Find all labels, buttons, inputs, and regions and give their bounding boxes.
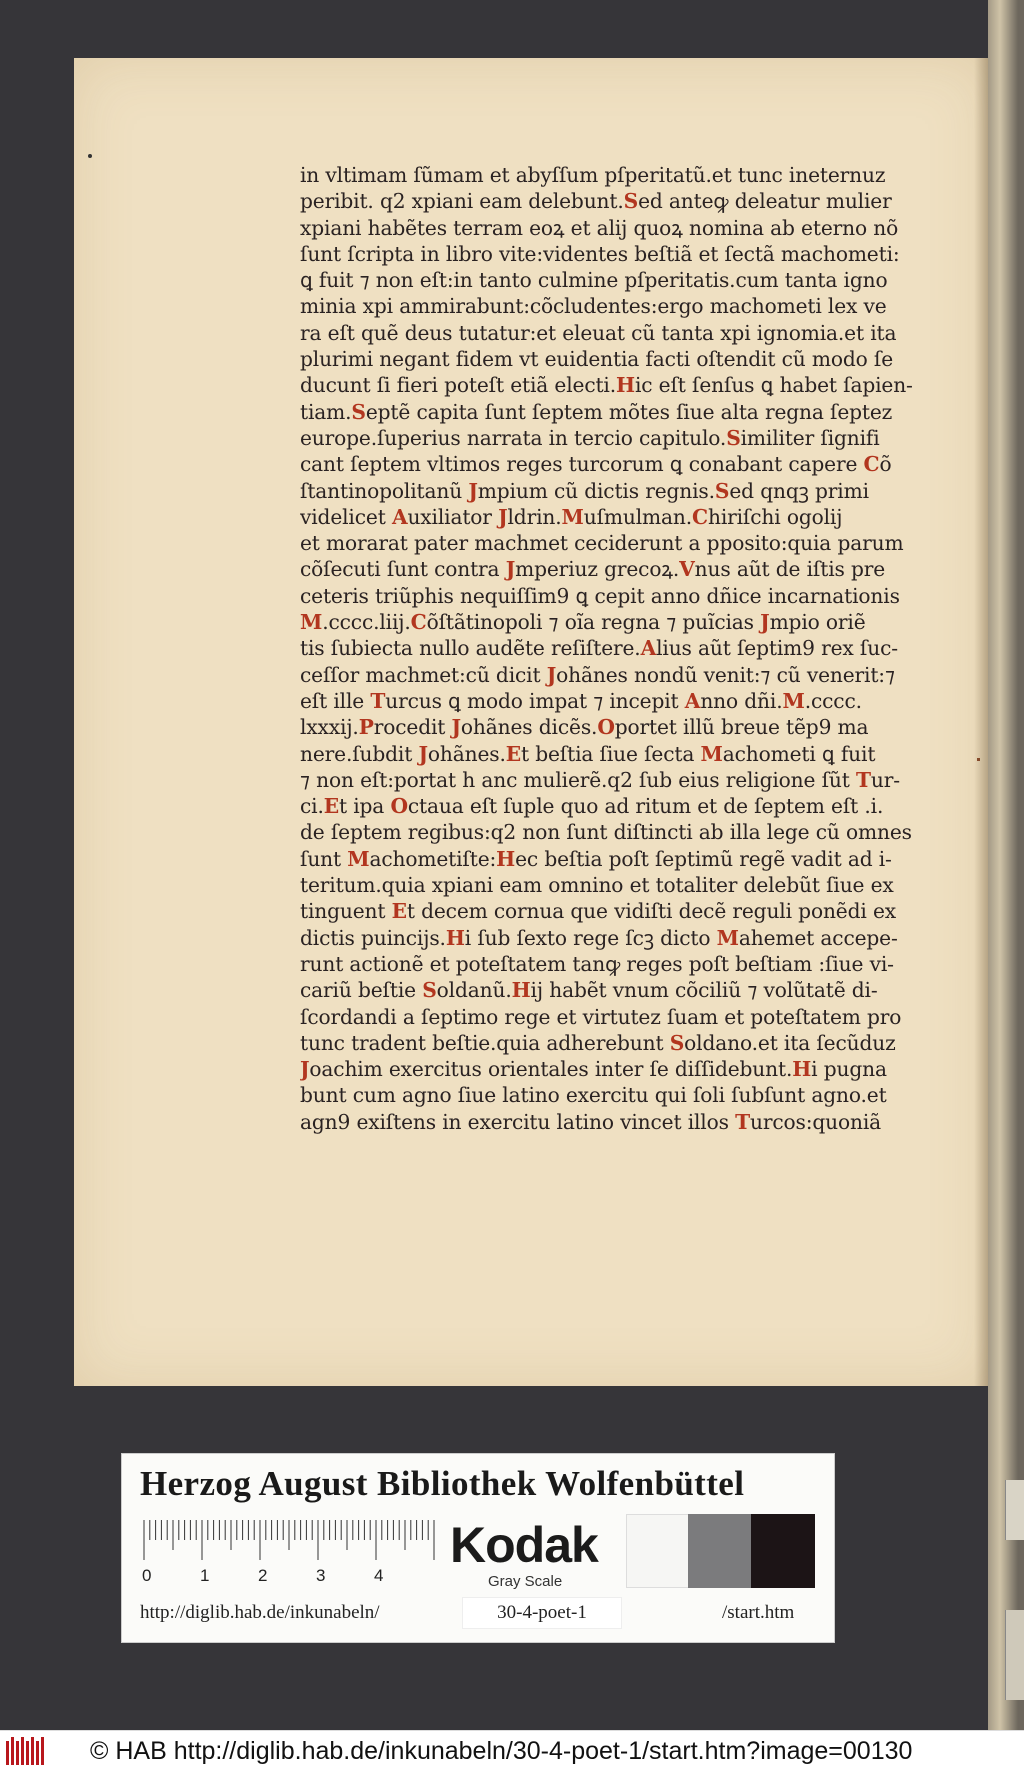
text-segment: tinguent: [300, 899, 392, 924]
text-segment: mpium cũ dictis regnis.: [477, 478, 715, 503]
rubricated-initial: H: [496, 846, 516, 871]
rubricated-initial: M: [347, 846, 370, 871]
text-segment: eſt ille: [300, 688, 371, 713]
text-line: [300, 1109, 926, 1135]
text-segment: rocedit: [373, 715, 452, 740]
rubricated-initial: E: [391, 899, 407, 924]
white-swatch: [626, 1514, 691, 1588]
rubricated-initial: E: [323, 794, 339, 819]
color-calibration-card: [121, 1453, 835, 1643]
text-segment: ur-: [870, 767, 900, 792]
text-segment: plurimi negant fidem vt euidentia facti oſtendit cũ modo ſe: [300, 347, 894, 372]
text-line: [300, 898, 926, 924]
manuscript-page: [74, 58, 988, 1386]
rubricated-initial: V: [679, 557, 695, 582]
text-line: [300, 215, 926, 241]
text-line: [300, 425, 926, 451]
text-segment: i ſub ſexto rege ſcꝫ dicto: [464, 925, 717, 950]
kodak-logo: Kodak: [450, 1517, 598, 1573]
text-segment: ſunt: [300, 846, 348, 871]
rubricated-initial: S: [714, 478, 730, 503]
text-segment: europe.ſuperius narrata in tercio capitulo.: [300, 425, 727, 450]
text-line: [300, 451, 926, 477]
text-line: [300, 951, 926, 977]
page-mark: [977, 758, 980, 761]
rubricated-initial: S: [351, 399, 366, 424]
text-line: [300, 793, 926, 819]
text-segment: tis ſubiecta nullo audẽte reſiſtere.: [300, 636, 641, 661]
rubricated-initial: J: [418, 741, 428, 766]
rubricated-initial: C: [410, 610, 427, 635]
text-segment: ij habẽt vnum cõciliũ ⁊ volũtatẽ di-: [530, 978, 878, 1003]
rubricated-initial: H: [445, 925, 465, 950]
text-line: [300, 372, 926, 398]
text-segment: ohãnes.: [427, 741, 506, 766]
text-segment: lxxxij.: [300, 715, 359, 740]
text-line: [300, 846, 926, 872]
ruler-ticks: [142, 1520, 438, 1566]
card-url-base: http://diglib.hab.de/inkunabeln/: [140, 1602, 380, 1623]
page-mark: [88, 154, 92, 158]
rubricated-initial: A: [640, 636, 657, 661]
text-segment: de ſeptem regibus:q2 non ſunt diſtincti ab illa lege cũ omnes: [300, 820, 912, 845]
text-line: [300, 1082, 926, 1108]
text-segment: uſmulman.: [583, 504, 693, 529]
text-line: [300, 741, 926, 767]
card-shelfmark: 30-4-poet-1: [462, 1597, 622, 1629]
text-segment: ahemet accepe-: [738, 925, 898, 950]
text-segment: ctaua eſt ſuple quo ad ritum et de ſeptem eſt .i.: [407, 794, 884, 819]
text-segment: bunt cum agno ſiue latino exercitu qui ſoli ſubſunt agno.et: [300, 1083, 887, 1108]
text-line: [300, 819, 926, 845]
text-segment: ohãnes dicẽs.: [460, 715, 598, 740]
ruler-number: 4: [374, 1566, 384, 1585]
card-url-end: /start.htm: [722, 1602, 795, 1623]
text-segment: nere.ſubdit: [300, 741, 419, 766]
text-segment: ic eſt ſenſus ꝗ habet ſapien-: [634, 373, 913, 398]
text-segment: ſcordandi a ſeptimo rege et virtutez ſuam et poteſtatem pro: [300, 1004, 902, 1029]
rubricated-initial: M: [782, 688, 805, 713]
text-segment: ed anteꝙ deleatur mulier: [638, 189, 892, 214]
text-segment: oachim exercitus orientales inter ſe diſſidebunt.: [309, 1057, 793, 1082]
text-segment: t ipa: [338, 794, 391, 819]
text-segment: videlicet: [300, 504, 392, 529]
text-segment: mpio oriẽ: [769, 610, 866, 635]
text-line: [300, 478, 926, 504]
hab-logo-icon: [4, 1735, 48, 1769]
text-line: [300, 293, 926, 319]
text-line: [300, 504, 926, 530]
text-segment: cõſecuti ſunt contra: [300, 557, 506, 582]
text-segment: achometi ꝗ fuit: [722, 741, 876, 766]
text-segment: in vltimam ſũmam et abyſſum pſperitatũ.et tunc ineternuz: [300, 163, 886, 187]
text-segment: ldrin.: [507, 504, 562, 529]
gray-swatch: [688, 1514, 751, 1588]
text-segment: cariũ beſtie: [300, 978, 423, 1003]
text-line: [300, 925, 926, 951]
text-segment: nus aũt de iſtis pre: [694, 557, 886, 582]
rubricated-initial: O: [390, 794, 408, 819]
text-line: [300, 714, 926, 740]
rubricated-initial: H: [511, 978, 531, 1003]
rubricated-initial: S: [726, 425, 741, 450]
text-line: [300, 872, 926, 898]
text-segment: õſtãtinopoli ⁊ oĩa regna ⁊ puĩcias: [426, 610, 761, 635]
bookmark-tab: [1005, 1610, 1024, 1700]
text-segment: .cccc.: [804, 688, 862, 713]
rubricated-initial: T: [735, 1109, 750, 1134]
rubricated-initial: M: [700, 741, 723, 766]
rubricated-initial: S: [623, 189, 639, 214]
rubricated-initial: S: [669, 1030, 685, 1055]
text-segment: ceteris triũphis nequiſſim9 ꝗ cepit anno dñice incarnationis: [300, 583, 900, 608]
rubricated-initial: J: [498, 504, 508, 529]
rubricated-initial: M: [716, 925, 739, 950]
black-swatch: [751, 1514, 815, 1588]
text-segment: urcos:quoniã: [749, 1109, 882, 1134]
rubricated-initial: J: [505, 557, 516, 582]
text-segment: nno dñi.: [700, 688, 783, 713]
text-segment: minia xpi ammirabunt:cõcludentes:ergo machometi lex ve: [300, 294, 887, 319]
text-line: [300, 188, 926, 214]
text-segment: t beſtia ſiue ſecta: [521, 741, 701, 766]
text-line: [300, 320, 926, 346]
text-line: [300, 767, 926, 793]
adjacent-page-edge: [988, 0, 1024, 1730]
text-line: [300, 1030, 926, 1056]
text-line: [300, 662, 926, 688]
library-title: Herzog August Bibliothek Wolfenbüttel: [140, 1464, 745, 1503]
text-line: [300, 530, 926, 556]
text-line: [300, 1056, 926, 1082]
text-segment: mperiuz grecoꝝ.: [515, 557, 680, 582]
text-segment: t decem cornua que vidiſti decẽ reguli ponẽdi ex: [406, 899, 896, 924]
text-segment: eptẽ capita ſunt ſeptem mõtes ſiue alta regna ſeptez: [365, 399, 893, 424]
rubricated-initial: J: [546, 662, 557, 687]
text-segment: hiriſchi ogolij: [707, 504, 843, 529]
text-segment: ci.: [300, 794, 324, 819]
rubricated-initial: T: [370, 688, 386, 713]
text-line: [300, 267, 926, 293]
text-line: [300, 241, 926, 267]
copyright-url: © HAB http://diglib.hab.de/inkunabeln/30-4-poet-1/start.htm?image=00130: [90, 1737, 913, 1765]
text-segment: et morarat pater machmet ceciderunt a pposito:quia parum: [300, 531, 904, 556]
text-line: [300, 977, 926, 1003]
bookmark-tab: [1005, 1480, 1024, 1540]
rubricated-initial: A: [684, 688, 701, 713]
text-segment: ra eſt quẽ deus tutatur:et eleuat cũ tanta xpi ignomia.et ita: [300, 320, 897, 345]
text-segment: tiam.: [300, 399, 352, 424]
rubricated-initial: A: [391, 504, 408, 529]
footer-bar: [0, 1730, 1024, 1772]
text-segment: portet illũ breue tẽp9 ma: [614, 715, 869, 740]
rubricated-initial: J: [451, 715, 461, 740]
text-segment: agn9 exiſtens in exercitu latino vincet illos: [300, 1109, 736, 1134]
text-segment: cant ſeptem vltimos reges turcorum ꝗ conabant capere: [300, 452, 864, 477]
text-segment: ⁊ non eſt:portat h anc mulierẽ.q2 ſub eius religione ſũt: [300, 767, 857, 792]
text-segment: imiliter ſignifi: [740, 425, 880, 450]
rubricated-initial: S: [422, 978, 437, 1003]
ruler-number: 3: [316, 1566, 326, 1585]
text-segment: ducunt ſi fieri poteſt etiã electi.: [300, 373, 617, 398]
rubricated-initial: J: [760, 610, 770, 635]
text-segment: teritum.quia xpiani eam omnino et totaliter delebũt ſiue ex: [300, 873, 894, 898]
text-segment: .cccc.liij.: [322, 610, 411, 635]
text-segment: uxiliator: [407, 504, 499, 529]
text-segment: tunc tradent beſtie.quia adherebunt: [300, 1030, 670, 1055]
text-segment: õ: [879, 452, 892, 477]
text-segment: achometiſte:: [369, 846, 497, 871]
text-segment: ꝗ fuit ⁊ non eſt:in tanto culmine pſperitatis.cum tanta igno: [300, 268, 888, 293]
text-segment: dictis puincijs.: [300, 925, 446, 950]
ruler: [142, 1520, 438, 1586]
text-line: [300, 346, 926, 372]
text-line: [300, 162, 926, 188]
text-segment: oldanũ.: [436, 978, 512, 1003]
text-segment: ſtantinopolitanũ: [300, 478, 469, 503]
ruler-number: 1: [200, 1566, 210, 1585]
page-text-block: [300, 162, 926, 1135]
text-line: [300, 556, 926, 582]
text-line: [300, 399, 926, 425]
text-segment: urcus ꝗ modo impat ⁊ incepit: [385, 688, 685, 713]
ruler-number: 2: [258, 1566, 268, 1585]
rubricated-initial: J: [300, 1057, 310, 1082]
text-segment: xpiani habẽtes terram eoꝝ et alij quoꝝ nomina ab eterno nõ: [300, 215, 899, 240]
text-segment: ohãnes nondũ venit:⁊ cũ venerit:⁊: [556, 662, 895, 687]
rubricated-initial: M: [300, 610, 323, 635]
text-segment: peribit. q2 xpiani eam delebunt.: [300, 189, 624, 214]
text-segment: runt actionẽ et poteſtatem tanꝙ reges poſt beſtiam :ſiue vi-: [300, 951, 894, 976]
rubricated-initial: T: [856, 767, 871, 792]
rubricated-initial: H: [792, 1057, 812, 1082]
rubricated-initial: J: [468, 478, 478, 503]
rubricated-initial: E: [505, 741, 521, 766]
text-segment: ſunt ſcripta in libro vite:videntes beſtiã et ſectã machometi:: [300, 241, 900, 266]
rubricated-initial: M: [561, 504, 584, 529]
ruler-number: 0: [142, 1566, 152, 1585]
text-segment: lius aũt ſeptim9 rex ſuc-: [656, 636, 898, 661]
text-segment: oldano.et ita ſecũduz: [684, 1030, 896, 1055]
rubricated-initial: C: [692, 504, 708, 529]
text-segment: ec beſtia poſt ſeptimũ regẽ vadit ad i-: [515, 846, 892, 871]
gray-scale-label: Gray Scale: [488, 1573, 563, 1590]
text-line: [300, 609, 926, 635]
text-line: [300, 583, 926, 609]
text-line: [300, 688, 926, 714]
rubricated-initial: H: [616, 373, 635, 398]
text-line: [300, 1004, 926, 1030]
rubricated-initial: P: [358, 715, 374, 740]
rubricated-initial: C: [863, 452, 880, 477]
text-segment: ed qnqꝫ primi: [729, 478, 869, 503]
text-segment: i pugna: [811, 1057, 887, 1082]
rubricated-initial: O: [597, 715, 615, 740]
text-segment: ceſſor machmet:cũ dicit: [300, 662, 547, 687]
text-line: [300, 635, 926, 661]
